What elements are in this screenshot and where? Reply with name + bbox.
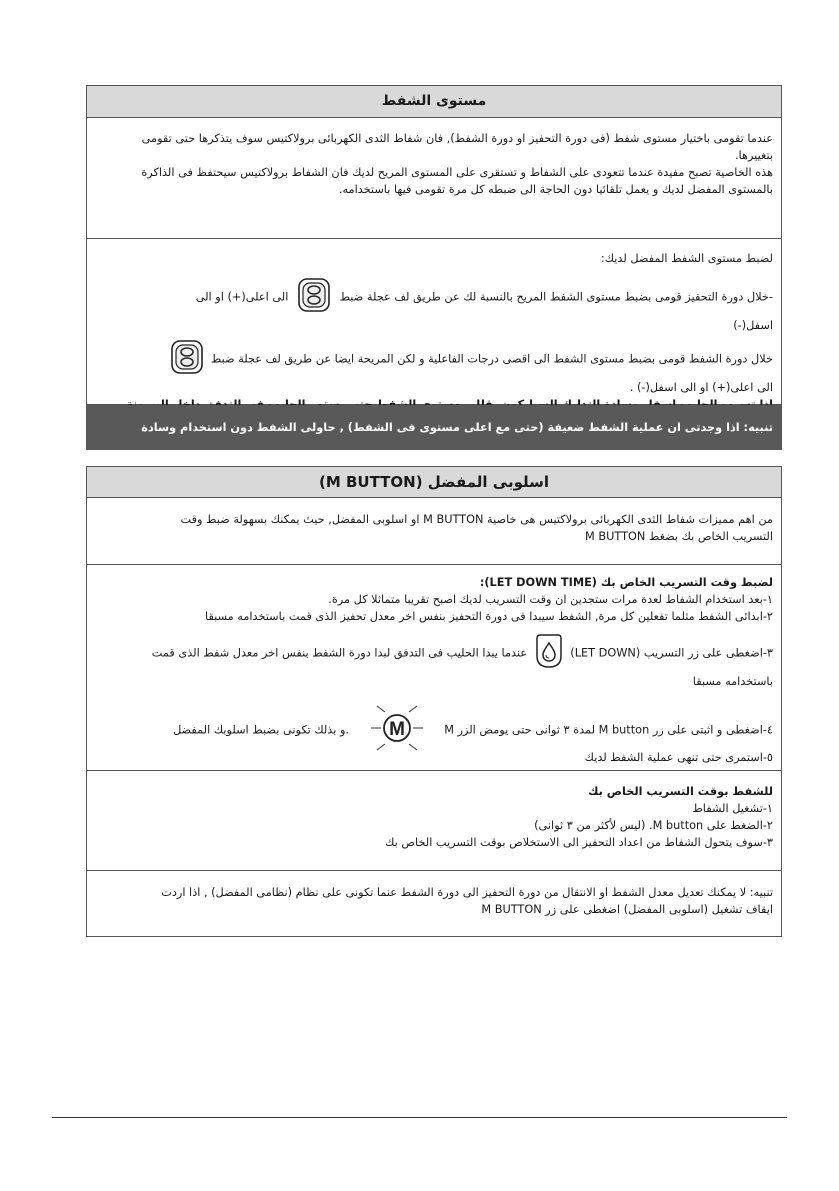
pump-step3: ٣-سوف يتحول الشفاط من اعداد التحفيز الى الاستخلاص بوقت التسريب الخاص بك xyxy=(385,836,773,849)
adjust-heading: لضبط مستوى الشفط المفضل لديك: xyxy=(600,252,773,265)
adjustment-wheel-icon xyxy=(298,278,330,317)
letdown-setup-section xyxy=(87,565,781,771)
letdown-step3 xyxy=(95,634,773,673)
suction-warning xyxy=(87,405,781,450)
letdown-step3-b: عندما يبدا الحليب فى التدفق لبدا دورة الشفط بنفس اخر معدل شفط الذى قمت xyxy=(151,646,528,660)
pump-with-letdown-section xyxy=(87,771,781,871)
m-button-title: اسلوبى المفضل (M BUTTON) xyxy=(87,467,781,498)
stim-text-b: الى اعلى(+) او الى xyxy=(195,290,289,304)
pump-step2: ٢-الضغط على M button. (ليس لأكثر من ٣ ثوانى) xyxy=(534,819,773,832)
letdown-step3-a: ٣-اضغطى على زر التسريب (LET DOWN) xyxy=(570,646,773,660)
suction-warning-text: تنبيه: اذا وجدتى ان عملية الشفط ضعيفة (حتى مع اعلى مستوى فى الشفط) , حاولى الشفط دون استخدام وسادة xyxy=(141,421,773,434)
stim-text-a: -خلال دورة التحفيز قومى بضبط مستوى الشفط المريح بالنسبة لك عن طريق لف عجلة ضبط xyxy=(339,290,773,304)
letdown-step5: ٥-استمرى حتى تنهى عملية الشفط لديك xyxy=(584,751,773,764)
stim-text-c: اسفل(-) xyxy=(733,319,773,332)
pump-step1: ١-تشغيل الشفاط xyxy=(692,802,773,815)
letdown-step3-c: باستخدامه مسبقا xyxy=(692,675,773,688)
pump-heading: للشفط بوقت التسريب الخاص بك xyxy=(588,785,773,798)
suction-intro-line1: عندما تقومى باختيار مستوى شفط (فى دورة التحفيز او دورة الشفط), فان شفاط الثدى الكهربائى برولاكتيس سوف يتذكرها حتى تقومى xyxy=(141,132,773,145)
m-button-note-section xyxy=(87,871,781,936)
suction-adjust-section xyxy=(87,239,781,405)
note-line1: تنبيه: لا يمكنك تعديل معدل الشفط او الانتقال من دورة التحفيز الى دورة الشفط عنما تكونى على نظام (نظامى المفضل) , اذا اردت xyxy=(161,886,773,899)
m-intro-line1: من اهم مميزات شفاط الثدى الكهربائى برولاكتيس هى خاصية M BUTTON او اسلوبى المفضل, حيث يمكنك بسهولة ضبط وقت xyxy=(180,513,773,526)
letdown-step2: ٢-ابدائى الشفط مثلما تفعلين كل مرة, الشفط سيبدا فى دورة التحفيز بنفس اخر معدل تحفيز الذى قمت باستخدامه مسبقا xyxy=(205,610,773,623)
footer-divider xyxy=(52,1117,787,1118)
letdown-heading: لضبط وقت التسريب الخاص بك (LET DOWN TIME): xyxy=(479,576,773,589)
suction-intro-section xyxy=(87,118,781,239)
suction-level-panel xyxy=(86,85,782,450)
m-intro-line2: التسريب الخاص بك بضغط M BUTTON xyxy=(585,530,773,543)
suction-intro-line2: بتغييرها. xyxy=(734,149,773,162)
expression-adjust-text xyxy=(95,340,773,379)
m-letter: M xyxy=(388,719,405,740)
m-button-intro-section xyxy=(87,498,781,565)
adjustment-wheel-icon xyxy=(171,340,203,379)
let-down-drop-icon xyxy=(534,634,564,673)
suction-level-title: مستوى الشفط xyxy=(87,86,781,118)
stimulation-adjust-text xyxy=(95,278,773,317)
suction-intro-line4: بالمستوى المفضل لديك و يعمل تلقائيا دون الحاجة الى ضبطه كل مرة تقومى فيها باستخدامه. xyxy=(338,183,773,196)
m-button-panel xyxy=(86,466,782,937)
letdown-step4-b: .و بذلك تكونى بضبط اسلوبك المفضل xyxy=(173,723,349,737)
note-line2: ايقاف تشغيل (اسلوبى المفضل) اضغطى على زر M BUTTON xyxy=(481,903,773,916)
letdown-step4-a: ٤-اضغطى و اثبتى على زر M button لمدة ٣ ثوانى حتى يومض الزر M xyxy=(444,723,773,737)
suction-intro-line3: هذه الخاصية تصبح مفيدة عندما تتعودى على الشفاط و تستقرى على المستوى المريح لديك فان الشفاط برولاكتيس سيحتفظ فى الذاكرة xyxy=(141,166,773,179)
letdown-step1: ١-بعد استخدام الشفاط لعدة مرات ستجدين ان وقت التسريب لديك اصبح تقريبا متماثلا كل مرة. xyxy=(328,593,773,606)
expr-text-a: خلال دورة الشفط قومى بضبط مستوى الشفط الى اقصى درجات الفاعلية و لكن المريحة ايضا عن طريق لف عجلة ضبط xyxy=(210,352,773,366)
m-button-flashing-icon xyxy=(357,704,437,757)
expr-text-b: الى اعلى(+) او الى اسفل(-) . xyxy=(629,381,773,394)
